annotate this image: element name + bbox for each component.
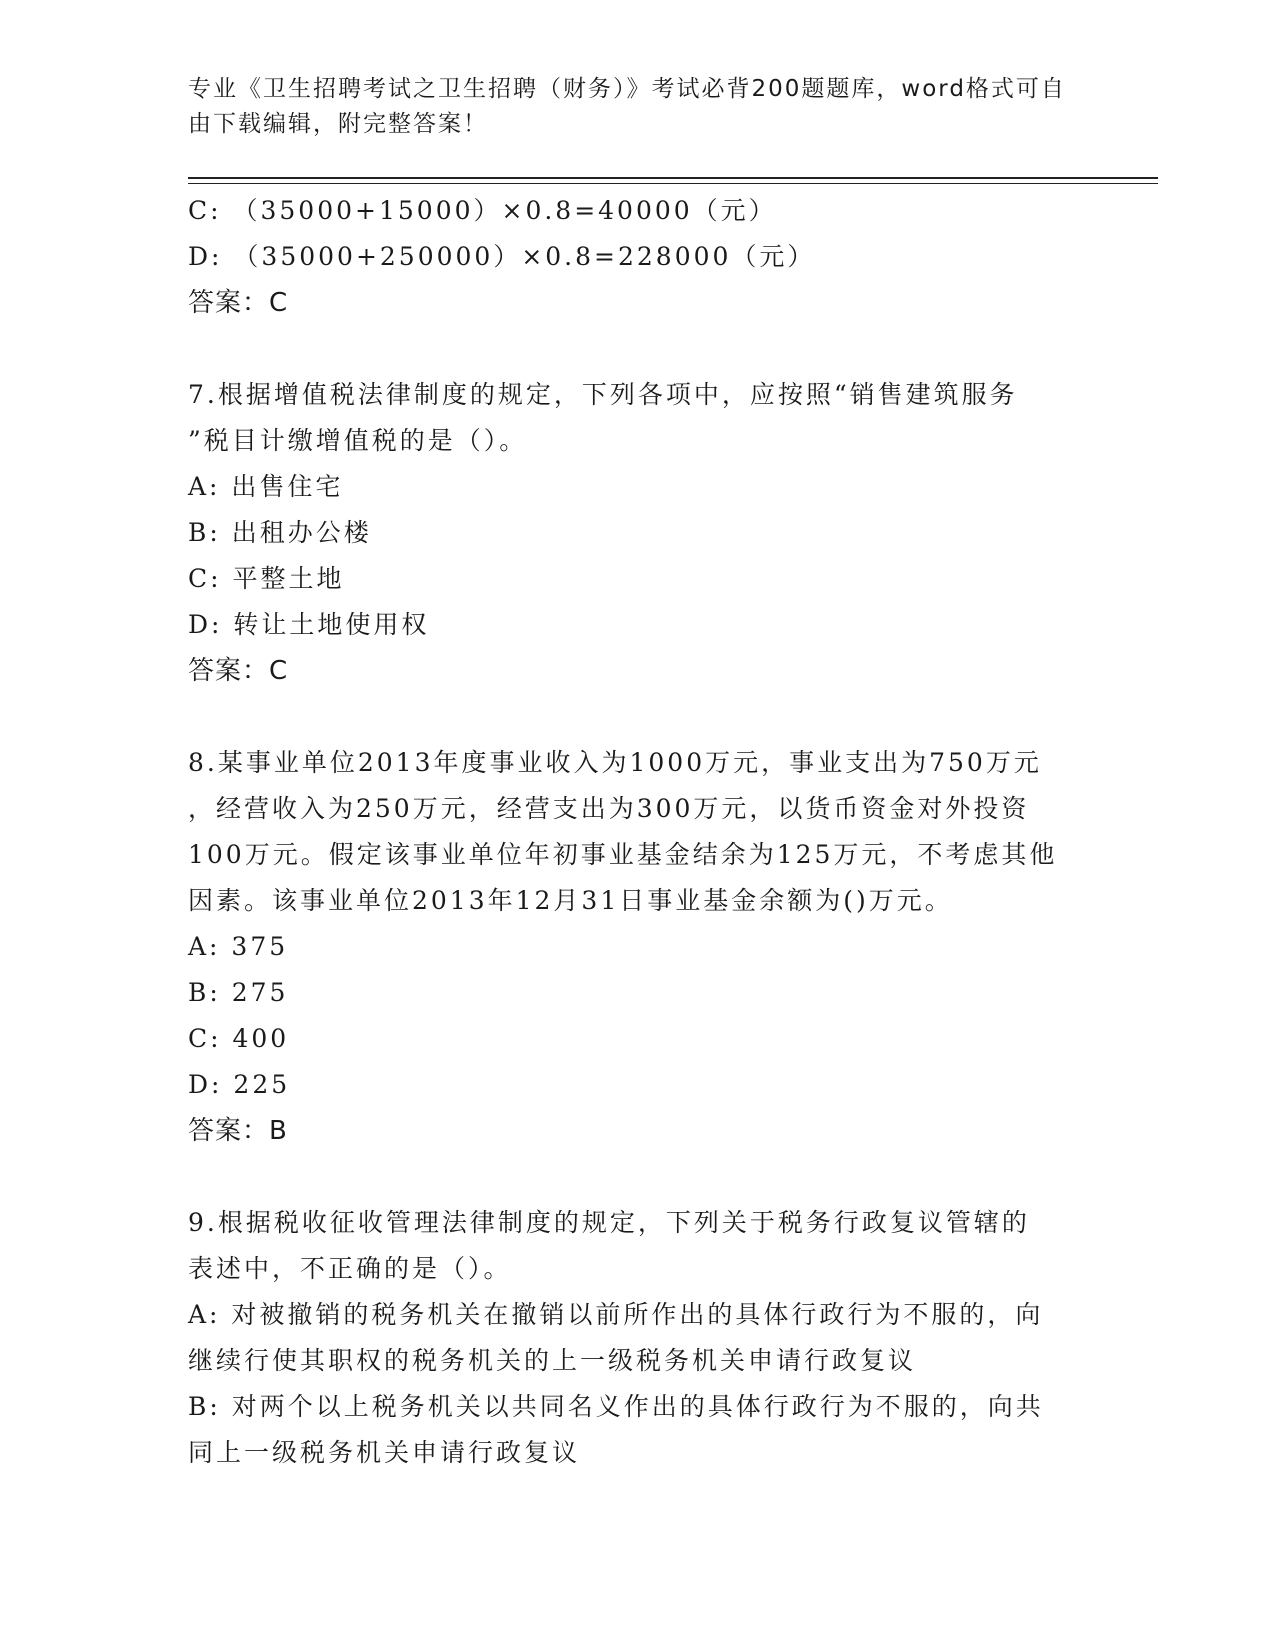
option-d: D: 225 [188,1070,291,1099]
question-stem-line: 因素。该事业单位2013年12月31日事业基金余额为()万元。 [188,886,953,915]
header-line-2: 由下载编辑，附完整答案！ [188,111,488,137]
header-line-1: 专业《卫生招聘考试之卫生招聘（财务）》考试必背200题题库，word格式可自 [188,76,1066,102]
question-stem-line: 7.根据增值税法律制度的规定，下列各项中，应按照“销售建筑服务 [188,380,1018,409]
option-d: D: （35000+250000）×0.8=228000（元） [188,242,816,271]
option-c: C: 平整土地 [188,564,345,593]
header-divider-thin [188,183,1158,184]
header-divider-thick [188,177,1158,179]
question-stem-line: 8.某事业单位2013年度事业收入为1000万元，事业支出为750万元 [188,748,1042,777]
option-b: B: 对两个以上税务机关以共同名义作出的具体行政行为不服的，向共 [188,1392,1044,1421]
question-stem-line: 100万元。假定该事业单位年初事业基金结余为125万元，不考虑其他 [188,840,1058,869]
question-stem-line: ，经营收入为250万元，经营支出为300万元，以货币资金对外投资 [188,794,1030,823]
answer-line: 答案：C [188,288,289,318]
question-stem-line: ”税目计缴增值税的是（）。 [188,426,528,455]
question-stem-line: 9.根据税收征收管理法律制度的规定，下列关于税务行政复议管辖的 [188,1208,1030,1237]
option-d: D: 转让土地使用权 [188,610,430,639]
question-7 [188,372,1088,694]
option-c: C: 400 [188,1024,290,1053]
prev-question-tail [188,188,1088,326]
question-stem-line: 表述中，不正确的是（）。 [188,1254,512,1283]
option-c: C: （35000+15000）×0.8=40000（元） [188,196,777,225]
question-8 [188,740,1088,1154]
answer-line: 答案：B [188,1116,288,1146]
answer-line: 答案：C [188,656,289,686]
option-b: B: 275 [188,978,289,1007]
document-header [188,72,1068,142]
option-b: B: 出租办公楼 [188,518,372,547]
option-a: A: 对被撤销的税务机关在撤销以前所作出的具体行政行为不服的，向 [188,1300,1044,1329]
option-b-continued: 同上一级税务机关申请行政复议 [188,1438,581,1467]
option-a: A: 出售住宅 [188,472,344,501]
option-a: A: 375 [188,932,289,961]
option-a-continued: 继续行使其职权的税务机关的上一级税务机关申请行政复议 [188,1346,917,1375]
question-content [188,188,1088,1476]
question-9 [188,1200,1088,1476]
